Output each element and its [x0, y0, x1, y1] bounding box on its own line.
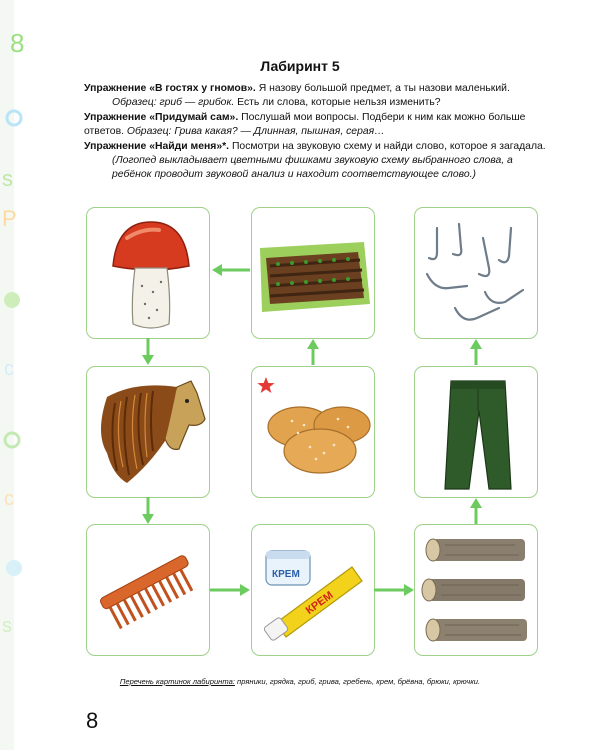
exercise-2-name: Упражнение «Придумай сам».	[84, 112, 239, 123]
tile-garden-bed[interactable]	[251, 207, 375, 339]
arrow-cream-to-logs	[374, 582, 416, 598]
exercise-3-name: Упражнение «Найди меня»*.	[84, 141, 230, 152]
arrow-logs-to-trousers	[468, 497, 484, 525]
arrow-mane-to-comb	[140, 497, 156, 525]
cream-image	[252, 525, 376, 657]
hooks-image	[415, 208, 539, 340]
tile-logs[interactable]	[414, 524, 538, 656]
logs-image	[415, 525, 539, 657]
exercise-3-text: Посмотри на звуковую схему и найди слово, которое я загадала.	[229, 141, 546, 152]
svg-text:c: c	[4, 488, 14, 510]
exercise-1	[84, 82, 554, 110]
svg-text:c: c	[4, 358, 14, 380]
arrow-gingerbread-to-garden	[305, 338, 321, 366]
exercise-2	[84, 111, 554, 139]
mushroom-image	[87, 208, 211, 340]
svg-text:8: 8	[10, 28, 25, 58]
tile-horse-mane[interactable]	[86, 366, 210, 498]
svg-text:s: s	[2, 615, 12, 637]
garden-bed-image	[252, 208, 376, 340]
picture-list-items: пряники, грядка, гриб, грива, гребень, крем, брёвна, брюки, крючки.	[234, 677, 481, 686]
exercise-3	[84, 140, 554, 182]
tile-cream[interactable]	[251, 524, 375, 656]
page-number: 8	[86, 708, 99, 733]
jar-label: КРЕМ	[272, 569, 300, 580]
tube-label: КРЕМ	[303, 589, 336, 617]
exercise-3-note: (Логопед выкладывает цветными фишками звуковую схему выбранного слова, а ребёнок проводит звуковой анализ и находит соответствующее слово.)	[112, 155, 513, 180]
exercise-1-question: Есть ли слова, которые нельзя изменить?	[234, 97, 441, 108]
tile-mushroom[interactable]	[86, 207, 210, 339]
svg-text:s: s	[2, 166, 13, 191]
picture-list-label: Перечень картинок лабиринта:	[119, 677, 235, 686]
picture-list	[0, 677, 600, 686]
tile-gingerbread[interactable]	[251, 366, 375, 498]
tile-trousers[interactable]	[414, 366, 538, 498]
arrow-mushroom-to-mane	[140, 338, 156, 366]
horse-mane-image	[87, 367, 211, 499]
exercise-1-name: Упражнение «В гостях у гномов».	[84, 83, 256, 94]
arrow-comb-to-cream	[210, 582, 252, 598]
trousers-image	[415, 367, 539, 499]
exercise-2-example: Образец: Грива какая? — Длинная, пышная, серая…	[123, 126, 385, 137]
svg-text:P: P	[2, 206, 17, 231]
tile-comb[interactable]	[86, 524, 210, 656]
exercise-1-example: Образец: гриб — грибок.	[112, 97, 235, 108]
arrow-trousers-to-hooks	[468, 338, 484, 366]
exercise-3-continuation	[84, 154, 554, 182]
star-icon	[257, 377, 274, 393]
exercise-1-text: Я назову большой предмет, а ты назови маленький.	[255, 83, 510, 94]
margin-decoration	[0, 0, 60, 750]
exercise-1-continuation	[84, 96, 554, 110]
page-title: Лабиринт 5	[260, 58, 340, 74]
comb-image	[87, 525, 211, 657]
exercise-2-text: Послушай мои вопросы. Подбери к ним как можно больше ответов.	[84, 112, 526, 137]
arrow-garden-to-mushroom	[210, 262, 252, 278]
tile-hooks[interactable]	[414, 207, 538, 339]
gingerbread-image	[252, 367, 376, 499]
